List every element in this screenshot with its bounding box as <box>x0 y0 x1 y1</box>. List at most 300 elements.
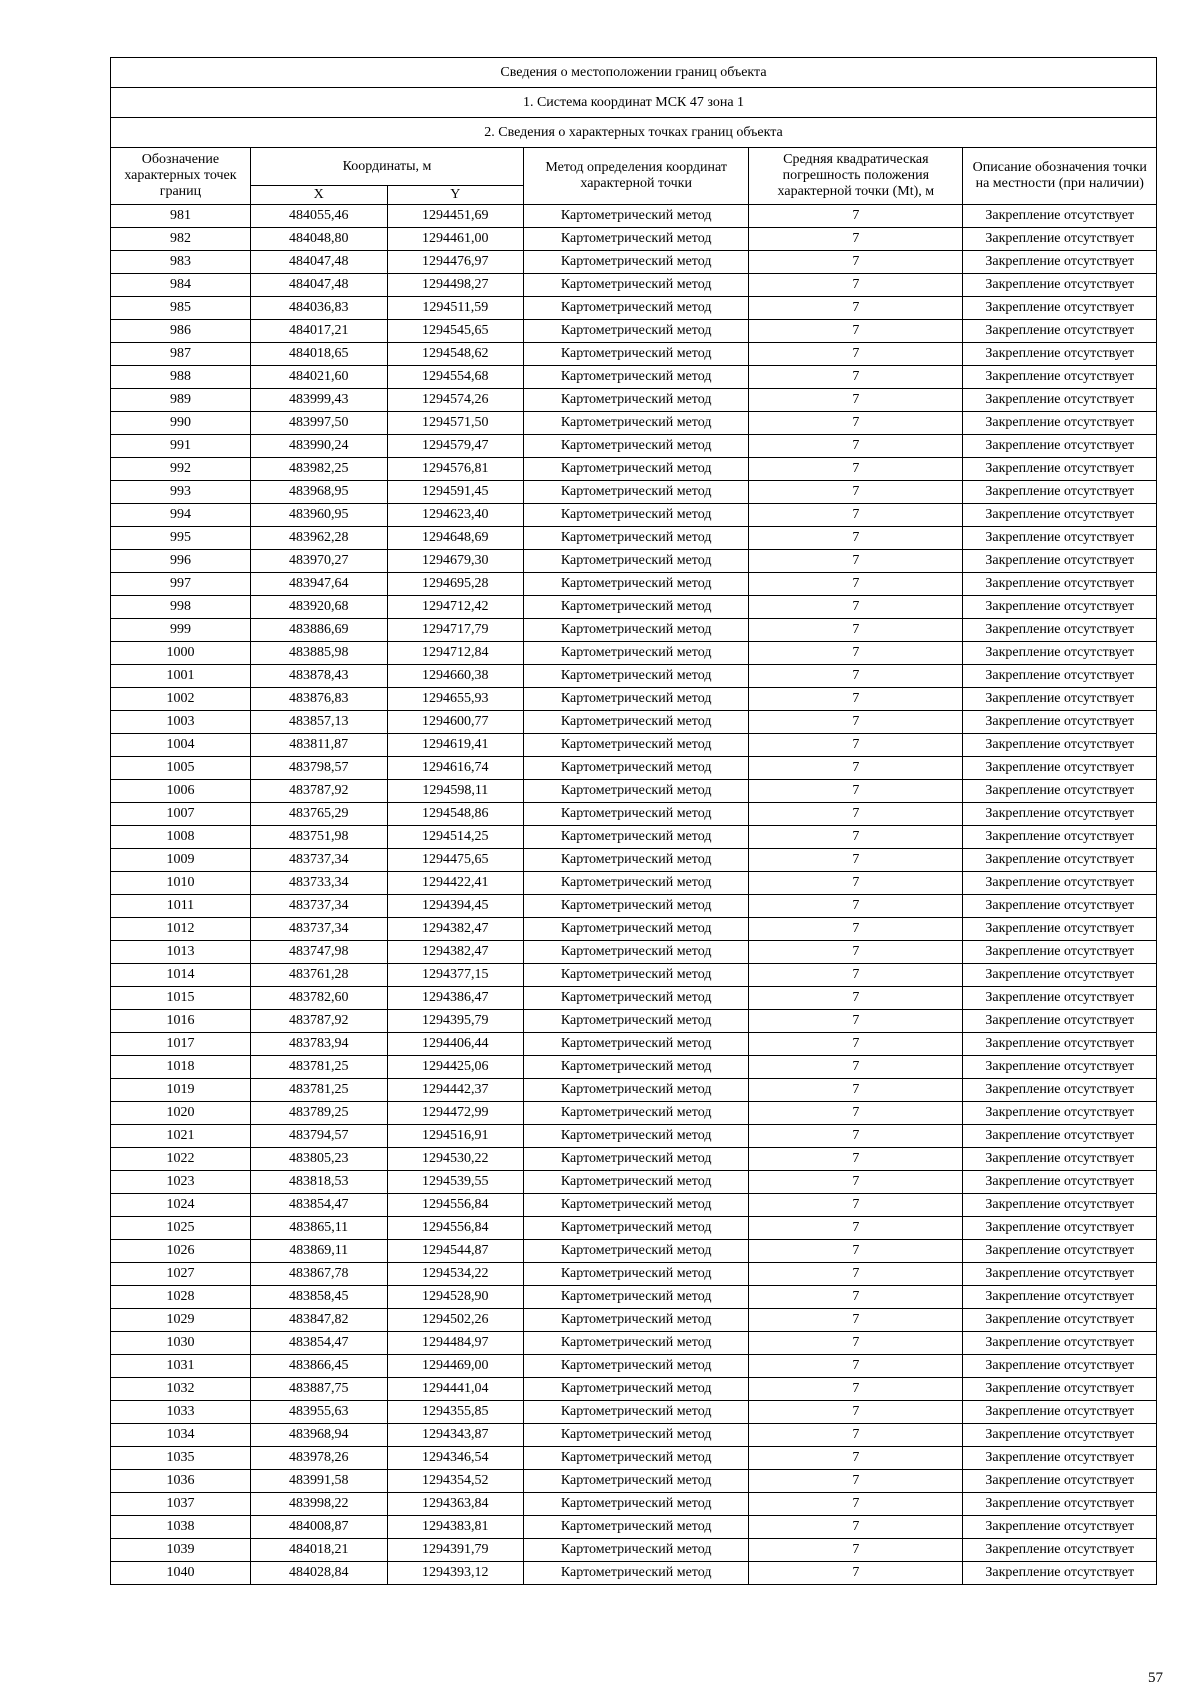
cell-y: 1294554,68 <box>387 366 524 389</box>
cell-method: Картометрический метод <box>524 389 749 412</box>
cell-method: Картометрический метод <box>524 1309 749 1332</box>
cell-y: 1294393,12 <box>387 1562 524 1585</box>
table-row <box>111 1217 1157 1240</box>
cell-method: Картометрический метод <box>524 757 749 780</box>
cell-description: Закрепление отсутствует <box>963 527 1157 550</box>
cell-accuracy: 7 <box>749 1332 963 1355</box>
cell-point: 1006 <box>111 780 251 803</box>
cell-accuracy: 7 <box>749 1148 963 1171</box>
cell-point: 981 <box>111 205 251 228</box>
cell-description: Закрепление отсутствует <box>963 228 1157 251</box>
cell-accuracy: 7 <box>749 1424 963 1447</box>
cell-x: 484036,83 <box>250 297 387 320</box>
cell-y: 1294383,81 <box>387 1516 524 1539</box>
cell-y: 1294498,27 <box>387 274 524 297</box>
cell-accuracy: 7 <box>749 1401 963 1424</box>
cell-description: Закрепление отсутствует <box>963 895 1157 918</box>
cell-y: 1294355,85 <box>387 1401 524 1424</box>
cell-x: 483811,87 <box>250 734 387 757</box>
cell-x: 483787,92 <box>250 780 387 803</box>
section-title: 2. Сведения о характерных точках границ объекта <box>111 118 1157 148</box>
cell-y: 1294695,28 <box>387 573 524 596</box>
cell-method: Картометрический метод <box>524 205 749 228</box>
cell-x: 484048,80 <box>250 228 387 251</box>
cell-y: 1294556,84 <box>387 1194 524 1217</box>
cell-point: 998 <box>111 596 251 619</box>
cell-y: 1294475,65 <box>387 849 524 872</box>
cell-accuracy: 7 <box>749 1562 963 1585</box>
cell-method: Картометрический метод <box>524 1171 749 1194</box>
cell-method: Картометрический метод <box>524 527 749 550</box>
cell-accuracy: 7 <box>749 251 963 274</box>
cell-accuracy: 7 <box>749 1056 963 1079</box>
cell-x: 483854,47 <box>250 1332 387 1355</box>
cell-y: 1294394,45 <box>387 895 524 918</box>
cell-description: Закрепление отсутствует <box>963 918 1157 941</box>
cell-point: 1021 <box>111 1125 251 1148</box>
cell-x: 483978,26 <box>250 1447 387 1470</box>
cell-description: Закрепление отсутствует <box>963 964 1157 987</box>
cell-description: Закрепление отсутствует <box>963 711 1157 734</box>
cell-method: Картометрический метод <box>524 1286 749 1309</box>
cell-y: 1294469,00 <box>387 1355 524 1378</box>
cell-accuracy: 7 <box>749 343 963 366</box>
cell-method: Картометрический метод <box>524 1079 749 1102</box>
cell-y: 1294616,74 <box>387 757 524 780</box>
cell-x: 483847,82 <box>250 1309 387 1332</box>
cell-y: 1294574,26 <box>387 389 524 412</box>
table-row <box>111 1470 1157 1493</box>
cell-point: 1005 <box>111 757 251 780</box>
cell-accuracy: 7 <box>749 297 963 320</box>
cell-x: 484008,87 <box>250 1516 387 1539</box>
cell-method: Картометрический метод <box>524 941 749 964</box>
cell-point: 988 <box>111 366 251 389</box>
cell-accuracy: 7 <box>749 1263 963 1286</box>
table-row <box>111 642 1157 665</box>
cell-point: 994 <box>111 504 251 527</box>
cell-y: 1294571,50 <box>387 412 524 435</box>
table-row <box>111 1194 1157 1217</box>
cell-accuracy: 7 <box>749 1217 963 1240</box>
cell-description: Закрепление отсутствует <box>963 1332 1157 1355</box>
cell-x: 484018,21 <box>250 1539 387 1562</box>
cell-accuracy: 7 <box>749 366 963 389</box>
cell-method: Картометрический метод <box>524 1355 749 1378</box>
cell-point: 985 <box>111 297 251 320</box>
cell-x: 483737,34 <box>250 895 387 918</box>
cell-description: Закрепление отсутствует <box>963 320 1157 343</box>
cell-y: 1294648,69 <box>387 527 524 550</box>
cell-accuracy: 7 <box>749 527 963 550</box>
cell-x: 483781,25 <box>250 1056 387 1079</box>
cell-description: Закрепление отсутствует <box>963 1217 1157 1240</box>
cell-y: 1294534,22 <box>387 1263 524 1286</box>
cell-description: Закрепление отсутствует <box>963 1401 1157 1424</box>
cell-description: Закрепление отсутствует <box>963 665 1157 688</box>
cell-point: 1035 <box>111 1447 251 1470</box>
cell-method: Картометрический метод <box>524 412 749 435</box>
table-row <box>111 1516 1157 1539</box>
cell-description: Закрепление отсутствует <box>963 987 1157 1010</box>
coordinate-system: 1. Система координат МСК 47 зона 1 <box>111 88 1157 118</box>
cell-x: 483782,60 <box>250 987 387 1010</box>
page-number: 57 <box>1148 1670 1163 1686</box>
cell-point: 1010 <box>111 872 251 895</box>
cell-method: Картометрический метод <box>524 550 749 573</box>
cell-x: 483878,43 <box>250 665 387 688</box>
cell-x: 484021,60 <box>250 366 387 389</box>
cell-x: 483885,98 <box>250 642 387 665</box>
cell-description: Закрепление отсутствует <box>963 1056 1157 1079</box>
cell-y: 1294528,90 <box>387 1286 524 1309</box>
cell-accuracy: 7 <box>749 619 963 642</box>
cell-y: 1294363,84 <box>387 1493 524 1516</box>
table-row <box>111 1148 1157 1171</box>
cell-accuracy: 7 <box>749 458 963 481</box>
cell-accuracy: 7 <box>749 895 963 918</box>
cell-accuracy: 7 <box>749 987 963 1010</box>
cell-accuracy: 7 <box>749 1516 963 1539</box>
cell-y: 1294548,62 <box>387 343 524 366</box>
cell-point: 1031 <box>111 1355 251 1378</box>
table-row <box>111 274 1157 297</box>
cell-x: 484055,46 <box>250 205 387 228</box>
cell-y: 1294476,97 <box>387 251 524 274</box>
cell-x: 483997,50 <box>250 412 387 435</box>
table-row <box>111 711 1157 734</box>
cell-point: 1017 <box>111 1033 251 1056</box>
cell-point: 982 <box>111 228 251 251</box>
cell-description: Закрепление отсутствует <box>963 734 1157 757</box>
cell-x: 483886,69 <box>250 619 387 642</box>
cell-method: Картометрический метод <box>524 1217 749 1240</box>
cell-description: Закрепление отсутствует <box>963 1562 1157 1585</box>
cell-accuracy: 7 <box>749 688 963 711</box>
col-point-header: Обозначение характерных точек границ <box>111 148 251 205</box>
cell-x: 483737,34 <box>250 849 387 872</box>
cell-method: Картометрический метод <box>524 918 749 941</box>
col-x-header: X <box>250 186 387 205</box>
cell-x: 483920,68 <box>250 596 387 619</box>
cell-point: 1019 <box>111 1079 251 1102</box>
table-row <box>111 665 1157 688</box>
cell-y: 1294712,84 <box>387 642 524 665</box>
cell-method: Картометрический метод <box>524 1493 749 1516</box>
cell-accuracy: 7 <box>749 596 963 619</box>
cell-y: 1294441,04 <box>387 1378 524 1401</box>
cell-y: 1294598,11 <box>387 780 524 803</box>
cell-x: 483887,75 <box>250 1378 387 1401</box>
cell-method: Картометрический метод <box>524 1056 749 1079</box>
cell-description: Закрепление отсутствует <box>963 941 1157 964</box>
col-accuracy-header: Средняя квадратическая погрешность положения характерной точки (Mt), м <box>749 148 963 205</box>
cell-method: Картометрический метод <box>524 366 749 389</box>
col-method-header: Метод определения координат характерной точки <box>524 148 749 205</box>
cell-point: 999 <box>111 619 251 642</box>
cell-point: 1016 <box>111 1010 251 1033</box>
cell-y: 1294343,87 <box>387 1424 524 1447</box>
cell-description: Закрепление отсутствует <box>963 1171 1157 1194</box>
table-row <box>111 1401 1157 1424</box>
table-row <box>111 550 1157 573</box>
cell-point: 1032 <box>111 1378 251 1401</box>
cell-point: 1033 <box>111 1401 251 1424</box>
cell-point: 1014 <box>111 964 251 987</box>
cell-point: 1036 <box>111 1470 251 1493</box>
cell-point: 992 <box>111 458 251 481</box>
cell-method: Картометрический метод <box>524 1332 749 1355</box>
cell-y: 1294422,41 <box>387 872 524 895</box>
cell-point: 1028 <box>111 1286 251 1309</box>
cell-x: 483787,92 <box>250 1010 387 1033</box>
cell-x: 483858,45 <box>250 1286 387 1309</box>
cell-method: Картометрический метод <box>524 1010 749 1033</box>
cell-accuracy: 7 <box>749 918 963 941</box>
cell-description: Закрепление отсутствует <box>963 826 1157 849</box>
cell-y: 1294406,44 <box>387 1033 524 1056</box>
cell-point: 983 <box>111 251 251 274</box>
cell-accuracy: 7 <box>749 320 963 343</box>
cell-y: 1294484,97 <box>387 1332 524 1355</box>
cell-y: 1294679,30 <box>387 550 524 573</box>
cell-accuracy: 7 <box>749 872 963 895</box>
cell-method: Картометрический метод <box>524 1539 749 1562</box>
cell-method: Картометрический метод <box>524 1194 749 1217</box>
cell-y: 1294576,81 <box>387 458 524 481</box>
cell-description: Закрепление отсутствует <box>963 688 1157 711</box>
table-row <box>111 1493 1157 1516</box>
cell-y: 1294395,79 <box>387 1010 524 1033</box>
boundary-points-table <box>110 57 1157 1585</box>
cell-point: 1038 <box>111 1516 251 1539</box>
table-row <box>111 757 1157 780</box>
cell-y: 1294544,87 <box>387 1240 524 1263</box>
cell-method: Картометрический метод <box>524 504 749 527</box>
table-row <box>111 1355 1157 1378</box>
cell-point: 1037 <box>111 1493 251 1516</box>
cell-accuracy: 7 <box>749 1102 963 1125</box>
cell-point: 1008 <box>111 826 251 849</box>
cell-point: 997 <box>111 573 251 596</box>
cell-method: Картометрический метод <box>524 343 749 366</box>
cell-description: Закрепление отсутствует <box>963 757 1157 780</box>
cell-description: Закрепление отсутствует <box>963 1286 1157 1309</box>
cell-point: 1000 <box>111 642 251 665</box>
cell-accuracy: 7 <box>749 780 963 803</box>
cell-y: 1294346,54 <box>387 1447 524 1470</box>
table-row <box>111 205 1157 228</box>
table-row <box>111 228 1157 251</box>
cell-y: 1294600,77 <box>387 711 524 734</box>
cell-description: Закрепление отсутствует <box>963 1263 1157 1286</box>
cell-x: 483998,22 <box>250 1493 387 1516</box>
cell-accuracy: 7 <box>749 1470 963 1493</box>
cell-description: Закрепление отсутствует <box>963 642 1157 665</box>
cell-y: 1294545,65 <box>387 320 524 343</box>
cell-point: 1039 <box>111 1539 251 1562</box>
cell-method: Картометрический метод <box>524 964 749 987</box>
cell-accuracy: 7 <box>749 1194 963 1217</box>
cell-method: Картометрический метод <box>524 435 749 458</box>
cell-accuracy: 7 <box>749 711 963 734</box>
cell-description: Закрепление отсутствует <box>963 1493 1157 1516</box>
table-row <box>111 1378 1157 1401</box>
cell-description: Закрепление отсутствует <box>963 1470 1157 1493</box>
cell-accuracy: 7 <box>749 1125 963 1148</box>
cell-method: Картометрический метод <box>524 1401 749 1424</box>
cell-description: Закрепление отсутствует <box>963 619 1157 642</box>
cell-accuracy: 7 <box>749 435 963 458</box>
cell-point: 1029 <box>111 1309 251 1332</box>
cell-method: Картометрический метод <box>524 1447 749 1470</box>
cell-point: 993 <box>111 481 251 504</box>
cell-y: 1294391,79 <box>387 1539 524 1562</box>
cell-y: 1294382,47 <box>387 918 524 941</box>
cell-x: 483865,11 <box>250 1217 387 1240</box>
cell-x: 483737,34 <box>250 918 387 941</box>
table-row <box>111 734 1157 757</box>
cell-x: 484018,65 <box>250 343 387 366</box>
cell-x: 483781,25 <box>250 1079 387 1102</box>
cell-x: 483733,34 <box>250 872 387 895</box>
cell-x: 483789,25 <box>250 1102 387 1125</box>
cell-y: 1294377,15 <box>387 964 524 987</box>
cell-x: 483783,94 <box>250 1033 387 1056</box>
cell-accuracy: 7 <box>749 412 963 435</box>
document-sheet <box>110 57 1157 1585</box>
cell-point: 1026 <box>111 1240 251 1263</box>
cell-y: 1294712,42 <box>387 596 524 619</box>
cell-accuracy: 7 <box>749 1010 963 1033</box>
cell-point: 1022 <box>111 1148 251 1171</box>
cell-description: Закрепление отсутствует <box>963 1194 1157 1217</box>
cell-accuracy: 7 <box>749 1447 963 1470</box>
cell-point: 1015 <box>111 987 251 1010</box>
cell-point: 1007 <box>111 803 251 826</box>
cell-description: Закрепление отсутствует <box>963 251 1157 274</box>
cell-y: 1294461,00 <box>387 228 524 251</box>
cell-x: 483805,23 <box>250 1148 387 1171</box>
cell-x: 483990,24 <box>250 435 387 458</box>
cell-description: Закрепление отсутствует <box>963 1309 1157 1332</box>
cell-point: 984 <box>111 274 251 297</box>
table-row <box>111 987 1157 1010</box>
cell-y: 1294472,99 <box>387 1102 524 1125</box>
cell-description: Закрепление отсутствует <box>963 872 1157 895</box>
cell-description: Закрепление отсутствует <box>963 1516 1157 1539</box>
cell-accuracy: 7 <box>749 1309 963 1332</box>
cell-x: 483970,27 <box>250 550 387 573</box>
cell-method: Картометрический метод <box>524 1240 749 1263</box>
cell-x: 483955,63 <box>250 1401 387 1424</box>
table-row <box>111 826 1157 849</box>
table-row <box>111 1171 1157 1194</box>
cell-x: 483854,47 <box>250 1194 387 1217</box>
cell-method: Картометрический метод <box>524 1263 749 1286</box>
table-row <box>111 872 1157 895</box>
cell-accuracy: 7 <box>749 205 963 228</box>
cell-y: 1294619,41 <box>387 734 524 757</box>
table-row <box>111 343 1157 366</box>
cell-x: 483765,29 <box>250 803 387 826</box>
cell-accuracy: 7 <box>749 665 963 688</box>
cell-description: Закрепление отсутствует <box>963 366 1157 389</box>
cell-point: 1034 <box>111 1424 251 1447</box>
table-row <box>111 688 1157 711</box>
cell-point: 1004 <box>111 734 251 757</box>
cell-description: Закрепление отсутствует <box>963 1010 1157 1033</box>
cell-description: Закрепление отсутствует <box>963 780 1157 803</box>
table-row <box>111 366 1157 389</box>
cell-method: Картометрический метод <box>524 826 749 849</box>
cell-point: 1027 <box>111 1263 251 1286</box>
cell-method: Картометрический метод <box>524 1424 749 1447</box>
table-row <box>111 895 1157 918</box>
cell-description: Закрепление отсутствует <box>963 1125 1157 1148</box>
cell-method: Картометрический метод <box>524 803 749 826</box>
cell-y: 1294623,40 <box>387 504 524 527</box>
cell-description: Закрепление отсутствует <box>963 1079 1157 1102</box>
cell-method: Картометрический метод <box>524 688 749 711</box>
table-row <box>111 941 1157 964</box>
cell-point: 986 <box>111 320 251 343</box>
cell-method: Картометрический метод <box>524 481 749 504</box>
cell-accuracy: 7 <box>749 1079 963 1102</box>
cell-accuracy: 7 <box>749 1171 963 1194</box>
cell-accuracy: 7 <box>749 1286 963 1309</box>
cell-method: Картометрический метод <box>524 849 749 872</box>
table-row <box>111 1562 1157 1585</box>
table-row <box>111 1263 1157 1286</box>
cell-point: 995 <box>111 527 251 550</box>
cell-description: Закрепление отсутствует <box>963 1033 1157 1056</box>
cell-point: 1002 <box>111 688 251 711</box>
cell-method: Картометрический метод <box>524 458 749 481</box>
table-row <box>111 1447 1157 1470</box>
cell-method: Картометрический метод <box>524 1378 749 1401</box>
table-row <box>111 1010 1157 1033</box>
table-row <box>111 1102 1157 1125</box>
cell-x: 483968,95 <box>250 481 387 504</box>
cell-method: Картометрический метод <box>524 1102 749 1125</box>
cell-point: 996 <box>111 550 251 573</box>
cell-x: 484017,21 <box>250 320 387 343</box>
cell-accuracy: 7 <box>749 757 963 780</box>
cell-y: 1294548,86 <box>387 803 524 826</box>
cell-y: 1294717,79 <box>387 619 524 642</box>
cell-x: 484028,84 <box>250 1562 387 1585</box>
table-row <box>111 780 1157 803</box>
table-row <box>111 481 1157 504</box>
cell-x: 483869,11 <box>250 1240 387 1263</box>
cell-x: 483818,53 <box>250 1171 387 1194</box>
cell-method: Картометрический метод <box>524 1125 749 1148</box>
table-row <box>111 1125 1157 1148</box>
cell-y: 1294354,52 <box>387 1470 524 1493</box>
cell-accuracy: 7 <box>749 734 963 757</box>
cell-method: Картометрический метод <box>524 297 749 320</box>
cell-accuracy: 7 <box>749 826 963 849</box>
cell-method: Картометрический метод <box>524 274 749 297</box>
cell-description: Закрепление отсутствует <box>963 1102 1157 1125</box>
cell-y: 1294514,25 <box>387 826 524 849</box>
table-row <box>111 1332 1157 1355</box>
cell-accuracy: 7 <box>749 803 963 826</box>
cell-method: Картометрический метод <box>524 228 749 251</box>
cell-y: 1294556,84 <box>387 1217 524 1240</box>
cell-description: Закрепление отсутствует <box>963 274 1157 297</box>
